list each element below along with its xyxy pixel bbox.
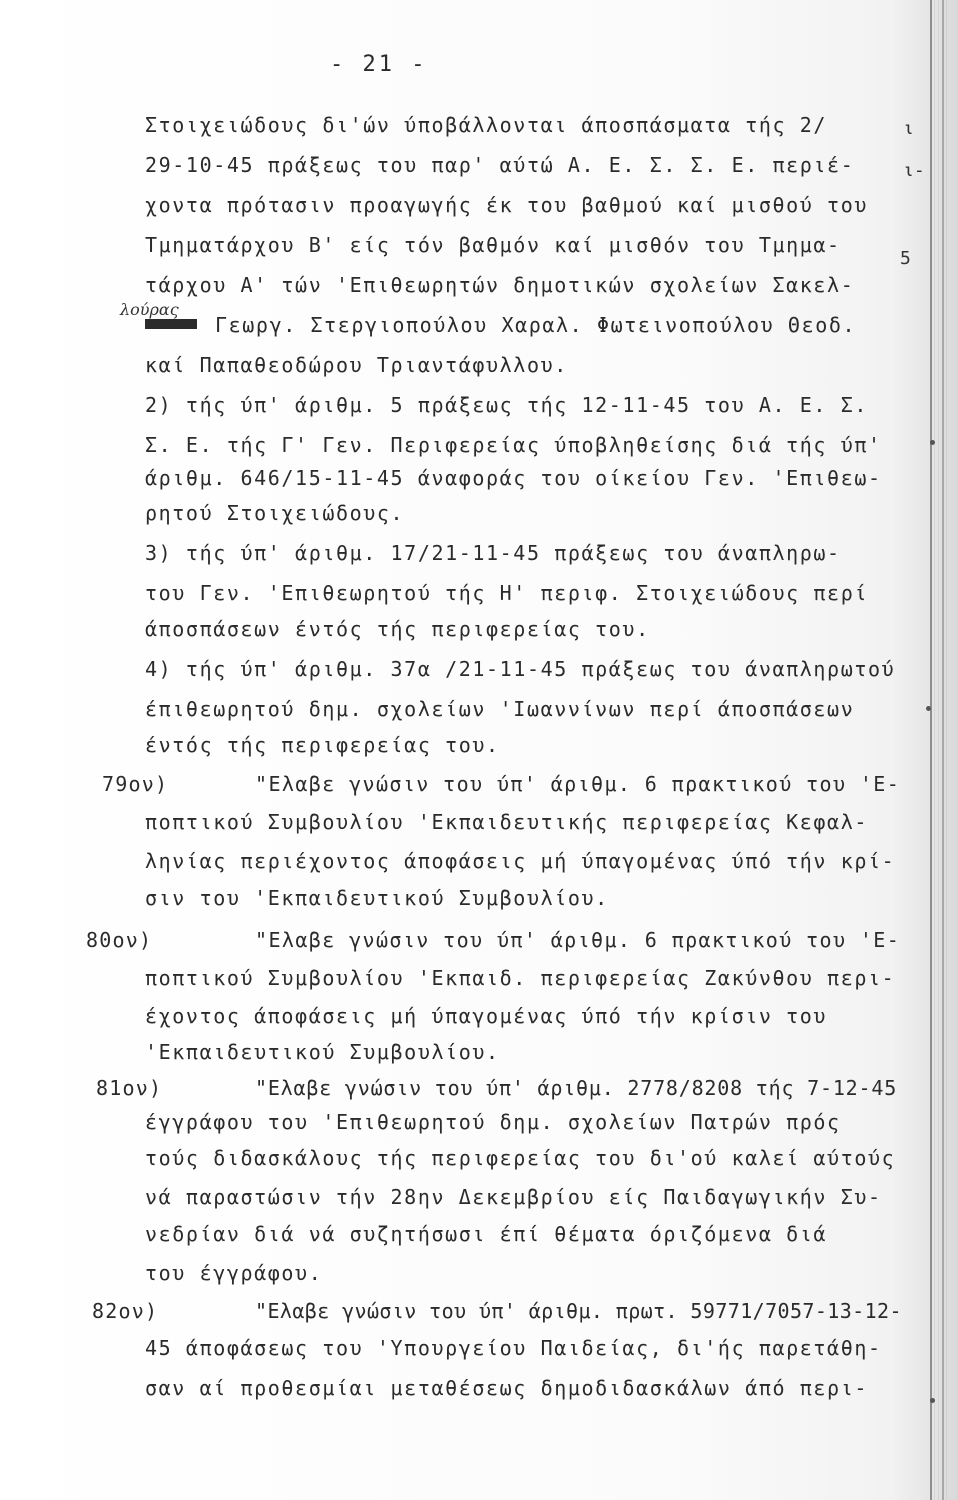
scan-speck xyxy=(930,1398,935,1403)
text-line: 45 άποφάσεως του 'Υπουργείου Παιδείας, δι'ής παρετάθη- xyxy=(145,1336,882,1360)
text-line: Στοιχειώδους δι'ών ύποβάλλονται άποσπάσματα τής 2/ xyxy=(145,113,828,137)
text-line: έντός τής περιφερείας του. xyxy=(145,733,500,757)
page-edge-line xyxy=(942,0,944,1500)
text-line: νά παραστώσιν τήν 28ην Δεκεμβρίου είς Παιδαγωγικήν Συ- xyxy=(145,1185,882,1209)
margin-note: ι- xyxy=(903,160,925,181)
text-line: 2) τής ύπ' άριθμ. 5 πράξεως τής 12-11-45 του Α. Ε. Σ. xyxy=(145,393,868,417)
item-number: 81ον) xyxy=(96,1076,163,1100)
handwritten-insert: λούρας xyxy=(120,300,179,319)
text-line: άποσπάσεων έντός τής περιφερείας του. xyxy=(145,617,650,641)
text-line: έγγράφου του 'Επιθεωρητού δημ. σχολείων Πατρών πρός xyxy=(145,1110,841,1134)
scan-speck xyxy=(930,440,935,445)
text-line: έχοντος άποφάσεις μή ύπαγομένας ύπό τήν κρίσιν του xyxy=(145,1004,828,1028)
scan-speck xyxy=(926,706,931,711)
text-line: έπιθεωρητού δημ. σχολείων 'Ιωαννίνων περί άποσπάσεων xyxy=(145,697,855,721)
page-number: - 21 - xyxy=(330,52,428,77)
text-line: άριθμ. 646/15-11-45 άναφοράς του οίκείου Γεν. 'Επιθεω- xyxy=(145,466,882,490)
text-line: χοντα πρότασιν προαγωγής έκ του βαθμού καί μισθού του xyxy=(145,193,868,217)
text-line: ποπτικού Συμβουλίου 'Εκπαιδ. περιφερείας Ζακύνθου περι- xyxy=(145,966,896,990)
text-line: τούς διδασκάλους τής περιφερείας του δι'ού καλεί αύτούς xyxy=(145,1146,896,1170)
struck-word xyxy=(145,319,197,329)
text-line: 'Εκπαιδευτικού Συμβουλίου. xyxy=(145,1040,500,1064)
item-number: 82ον) xyxy=(92,1299,159,1323)
text-line: ποπτικού Συμβουλίου 'Εκπαιδευτικής περιφερείας Κεφαλ- xyxy=(145,810,868,834)
text-line: "Ελαβε γνώσιν του ύπ' άριθμ. 2778/8208 τής 7-12-45 xyxy=(255,1076,898,1100)
text-line: ρητού Στοιχειώδους. xyxy=(145,501,405,525)
text-line: σαν αί προθεσμίαι μεταθέσεως δημοδιδασκάλων άπό περι- xyxy=(145,1376,868,1400)
item-number: 80ον) xyxy=(86,928,153,952)
page-edge-shadow xyxy=(930,0,948,1500)
text-line: Τμηματάρχου Β' είς τόν βαθμόν καί μισθόν του Τμημα- xyxy=(145,233,841,257)
text-line: Σ. Ε. τής Γ' Γεν. Περιφερείας ύποβληθείσης διά τής ύπ' xyxy=(145,433,882,457)
item-number: 79ον) xyxy=(102,772,169,796)
text-line: 29-10-45 πράξεως του παρ' αύτώ Α. Ε. Σ. Σ. Ε. περιέ- xyxy=(145,153,855,177)
margin-note: ι xyxy=(903,118,914,139)
text-line: καί Παπαθεοδώρου Τριαντάφυλλου. xyxy=(145,353,568,377)
text-line: Γεωργ. Στεργιοπούλου Χαραλ. Φωτεινοπούλου Θεοδ. xyxy=(215,313,857,337)
text-line: τάρχου Α' τών 'Επιθεωρητών δημοτικών σχολείων Σακελ- xyxy=(145,273,855,297)
text-line: "Ελαβε γνώσιν του ύπ' άριθμ. πρωτ. 59771/7057-13-12- xyxy=(255,1299,902,1323)
text-line: νεδρίαν διά νά συζητήσωσι έπί θέματα όριζόμενα διά xyxy=(145,1222,828,1246)
text-line: "Ελαβε γνώσιν του ύπ' άριθμ. 6 πρακτικού του 'Ε- xyxy=(255,772,901,796)
page-edge-line xyxy=(930,0,932,1500)
text-line: "Ελαβε γνώσιν του ύπ' άριθμ. 6 πρακτικού του 'Ε- xyxy=(255,928,901,952)
text-line: 3) τής ύπ' άριθμ. 17/21-11-45 πράξεως του άναπληρω- xyxy=(145,541,841,565)
text-line: του Γεν. 'Επιθεωρητού τής Η' περιφ. Στοιχειώδους περί xyxy=(145,581,868,605)
text-line: 4) τής ύπ' άριθμ. 37α /21-11-45 πράξεως του άναπληρωτού xyxy=(145,657,896,681)
margin-note: 5 xyxy=(900,248,911,269)
text-line: σιν του 'Εκπαιδευτικού Συμβουλίου. xyxy=(145,886,609,910)
text-line: του έγγράφου. xyxy=(145,1261,323,1285)
text-line: ληνίας περιέχοντος άποφάσεις μή ύπαγομένας ύπό τήν κρί- xyxy=(145,849,896,873)
